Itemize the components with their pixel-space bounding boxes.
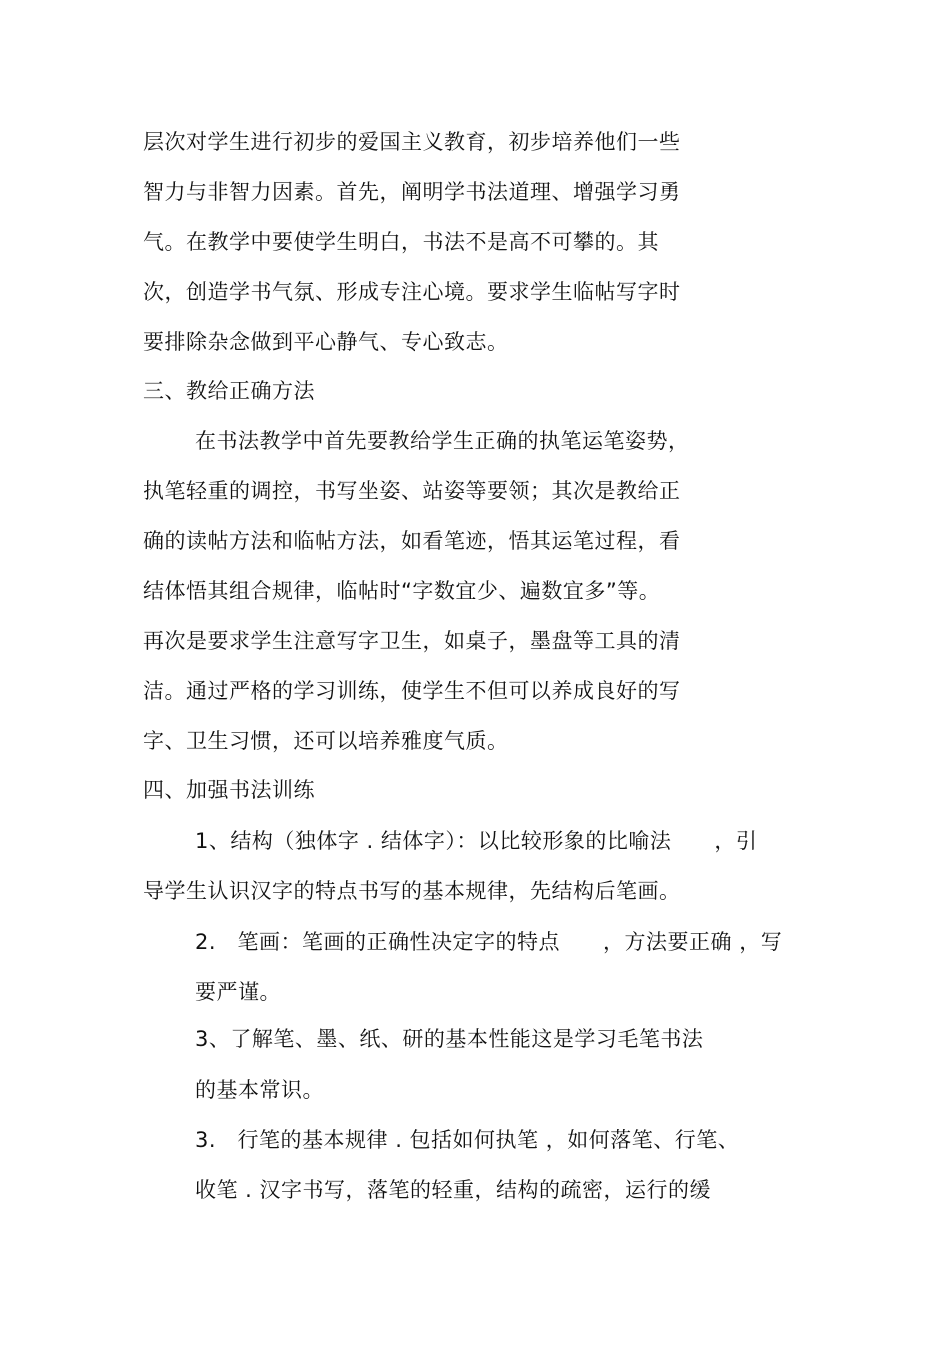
body-text-line: 执笔轻重的调控，书写坐姿、站姿等要领；其次是教给正 [143,479,681,503]
body-text-line: 气。在教学中要使学生明白，书法不是高不可攀的。其 [143,230,659,254]
list-item-text: 收笔 . 汉字书写，落笔的轻重，结构的疏密，运行的缓 [195,1178,712,1202]
list-item-text: 2. 笔画：笔画的正确性决定字的特点 ，方法要正确 ，写 [195,930,783,954]
list-item-text: 3、了解笔、墨、纸、研的基本性能这是学习毛笔书法 [195,1027,704,1051]
section-heading: 三、教给正确方法 [143,379,315,403]
body-text-line: 层次对学生进行初步的爱国主义教育，初步培养他们一些 [143,130,681,154]
body-text-line: 要排除杂念做到平心静气、专心致志。 [143,330,509,354]
list-item-text: 导学生认识汉字的特点书写的基本规律，先结构后笔画。 [143,879,681,903]
section-heading: 四、加强书法训练 [143,778,315,802]
body-text-line: 再次是要求学生注意写字卫生，如桌子，墨盘等工具的清 [143,629,681,653]
body-text-line: 洁。通过严格的学习训练，使学生不但可以养成良好的写 [143,679,681,703]
body-text-line: 字、卫生习惯，还可以培养雅度气质。 [143,729,509,753]
body-text-line: 智力与非智力因素。首先，阐明学书法道理、增强学习勇 [143,180,681,204]
list-item-text: 要严谨。 [195,980,281,1004]
body-text-line: 次，创造学书气氛、形成专注心境。要求学生临帖写字时 [143,280,681,304]
body-text-line: 在书法教学中首先要教给学生正确的执笔运笔姿势， [195,429,690,453]
list-item-text: 1、结构（独体字 . 结体字）：以比较形象的比喻法 ，引 [195,829,758,853]
list-item-text: 的基本常识。 [195,1078,324,1102]
list-item-text: 3. 行笔的基本规律 . 包括如何执笔 ，如何落笔、行笔、 [195,1128,740,1152]
body-text-line: 结体悟其组合规律，临帖时“字数宜少、遍数宜多”等。 [143,579,661,603]
body-text-line: 确的读帖方法和临帖方法，如看笔迹，悟其运笔过程，看 [143,529,681,553]
